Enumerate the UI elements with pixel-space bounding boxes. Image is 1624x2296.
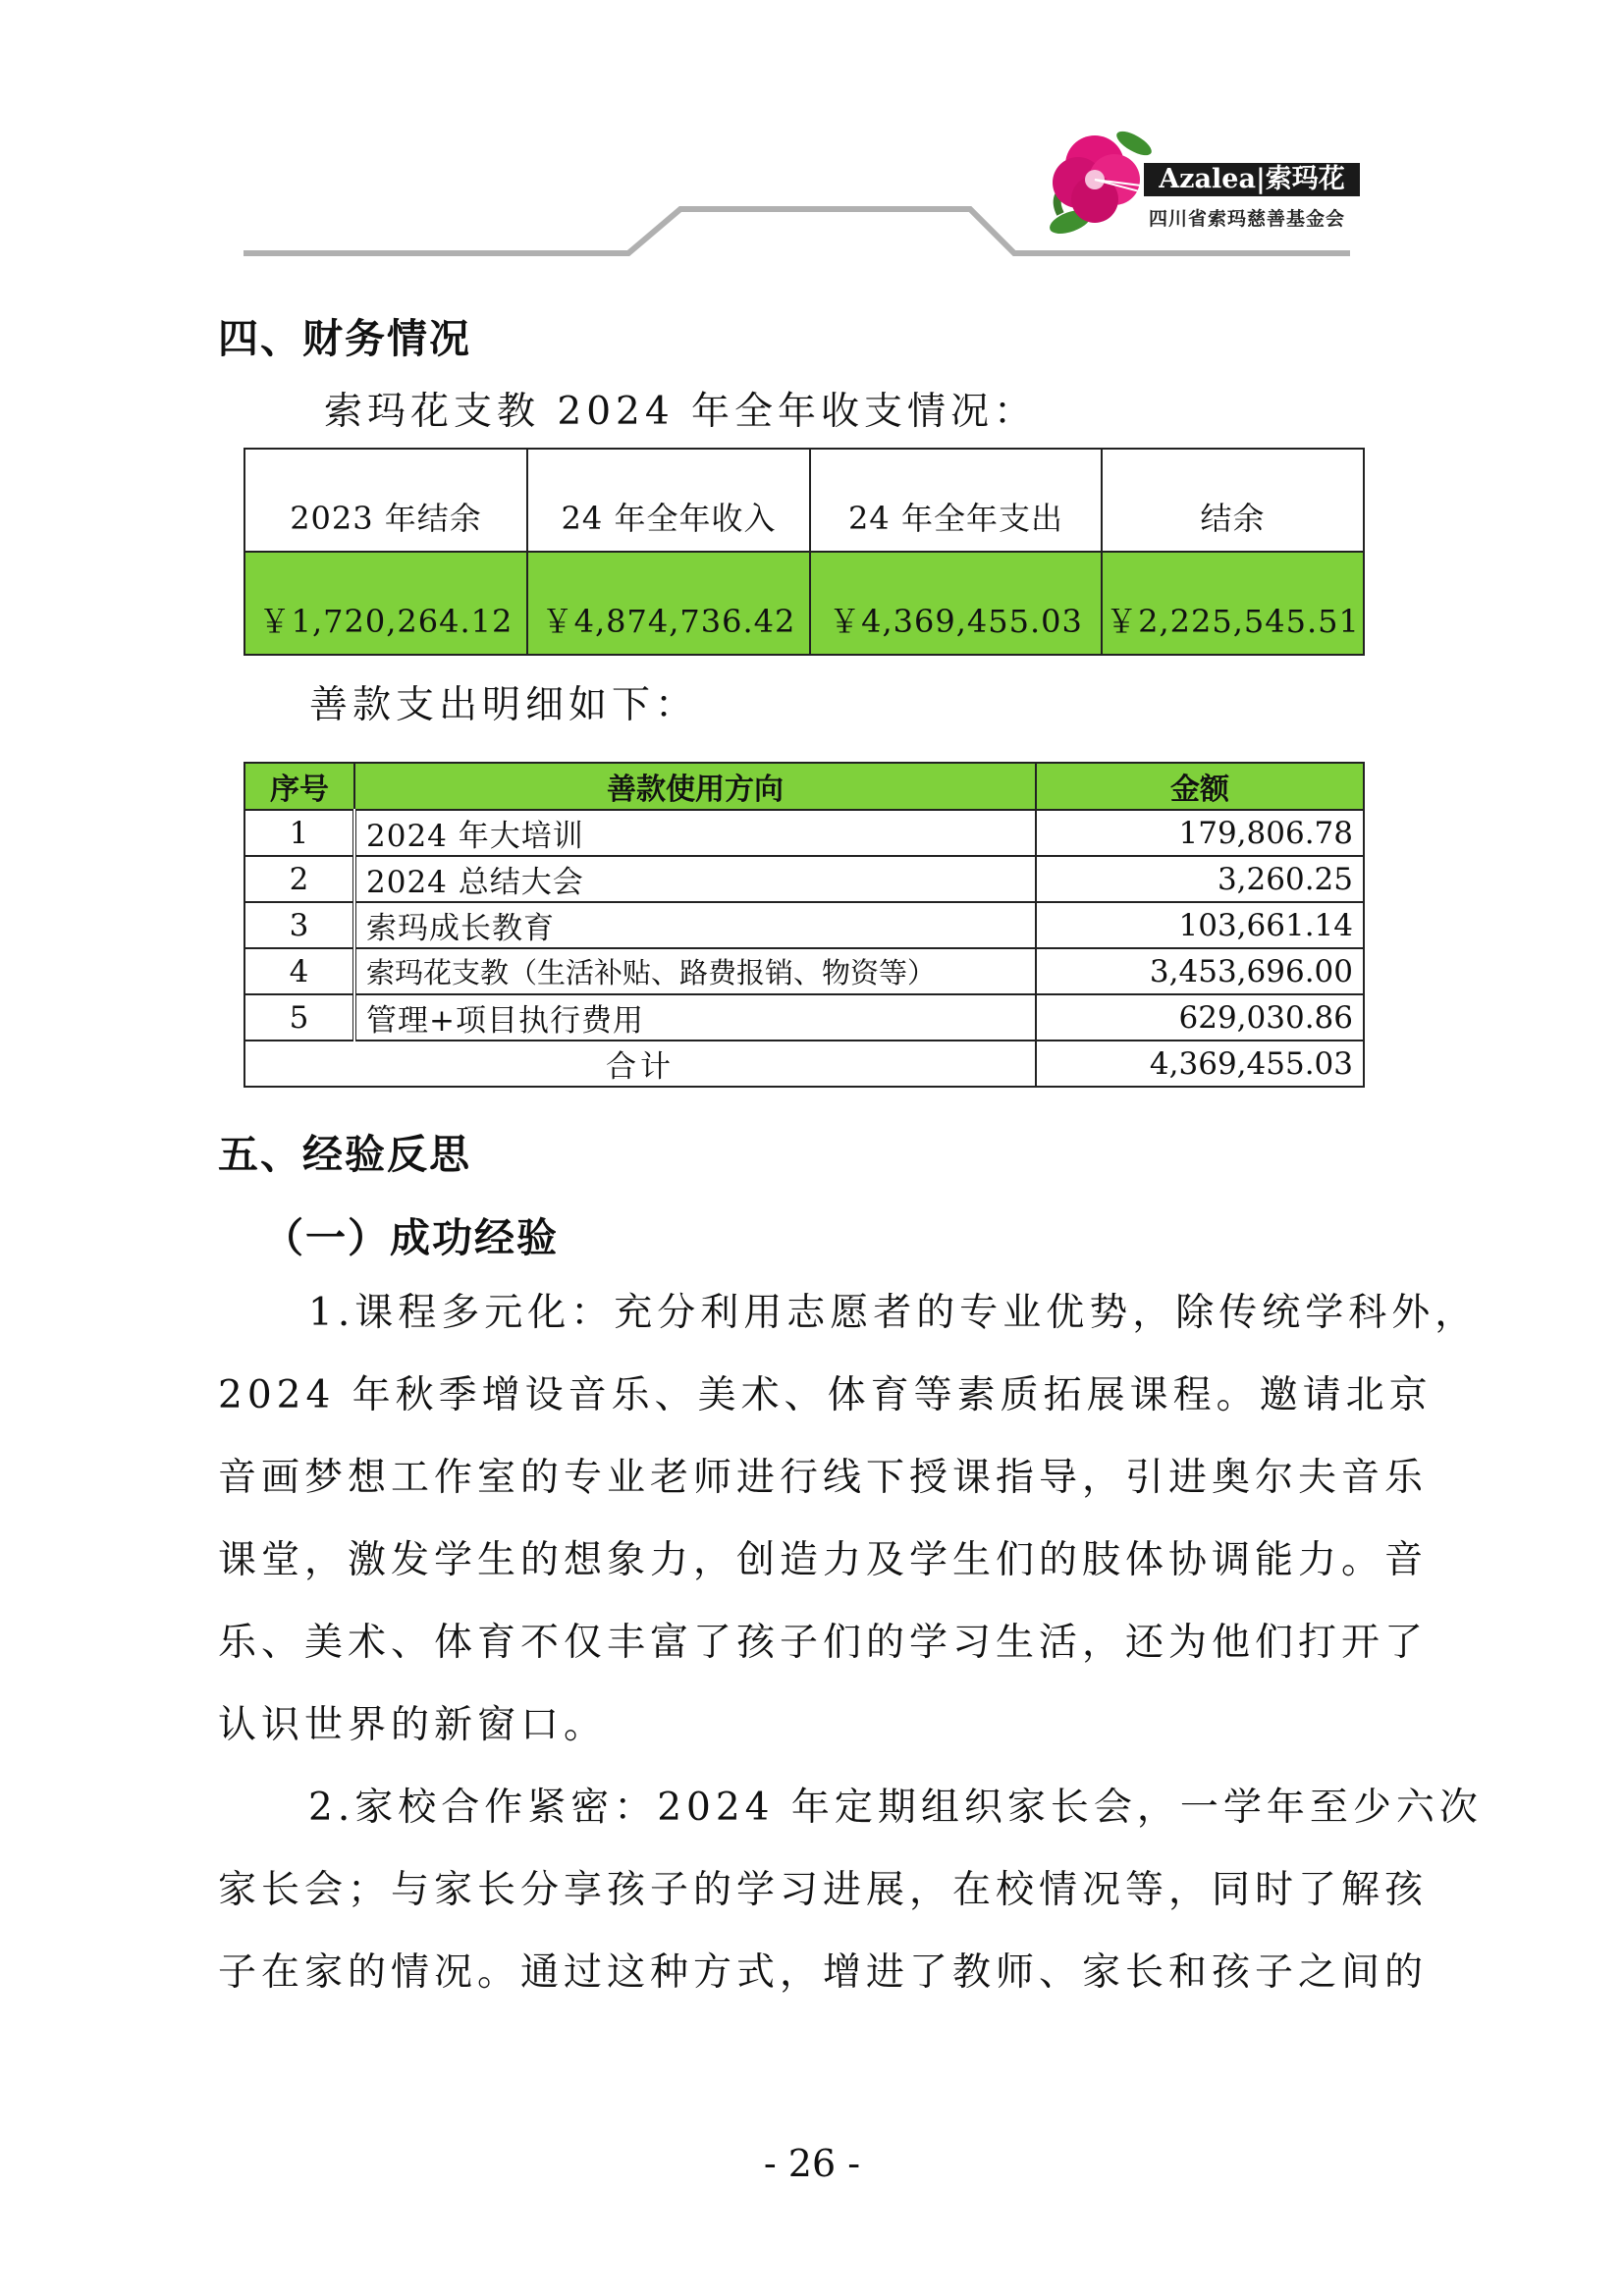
section-5-title: 五、经验反思 <box>218 1131 471 1178</box>
paragraph-line: 家长会；与家长分享孩子的学习进展，在校情况等，同时了解孩 <box>218 1868 1429 1912</box>
summary-intro: 索玛花支教 2024 年全年收支情况： <box>324 390 1038 434</box>
paragraph-line: 乐、美术、体育不仅丰富了孩子们的学习生活，还为他们打开了 <box>218 1621 1429 1665</box>
row-direction: 管理+项目执行费用 <box>354 994 1036 1041</box>
paragraph-line: 课堂，激发学生的想象力，创造力及学生们的肢体协调能力。音 <box>218 1538 1429 1582</box>
detail-intro: 善款支出明细如下： <box>309 683 699 727</box>
paragraph-line: 子在家的情况。通过这种方式，增进了教师、家长和孩子之间的 <box>218 1950 1429 1995</box>
summary-header-cell: 结余 <box>1102 449 1364 552</box>
summary-value-row <box>244 552 1364 655</box>
row-no: 2 <box>244 856 354 902</box>
row-no: 4 <box>244 948 354 994</box>
summary-value-cell: ￥4,369,455.03 <box>810 552 1102 655</box>
total-amount: 4,369,455.03 <box>1036 1041 1364 1087</box>
row-no: 3 <box>244 902 354 948</box>
row-amount: 3,260.25 <box>1036 856 1364 902</box>
row-direction: 2024 总结大会 <box>354 856 1036 902</box>
detail-header-row <box>244 763 1364 810</box>
summary-value-cell: ￥4,874,736.42 <box>527 552 810 655</box>
paragraph-course-diversity <box>218 1272 1478 1767</box>
summary-header-cell: 24 年全年支出 <box>810 449 1102 552</box>
donation-expense-detail-table <box>244 762 1365 1088</box>
summary-header-cell: 2023 年结余 <box>244 449 527 552</box>
summary-header-row <box>244 449 1364 552</box>
detail-header-direction: 善款使用方向 <box>354 763 1036 810</box>
section-5-subtitle: （一）成功经验 <box>263 1214 559 1261</box>
section-4-title: 四、财务情况 <box>218 315 471 362</box>
table-row <box>244 948 1364 994</box>
paragraph-line: 音画梦想工作室的专业老师进行线下授课指导，引进奥尔夫音乐 <box>218 1456 1429 1500</box>
paragraph-line: 2.家校合作紧密：2024 年定期组织家长会，一学年至少六次 <box>308 1786 1483 1830</box>
row-direction: 2024 年大培训 <box>354 810 1036 856</box>
detail-header-no: 序号 <box>244 763 354 810</box>
summary-value-cell: ￥1,720,264.12 <box>244 552 527 655</box>
row-amount: 3,453,696.00 <box>1036 948 1364 994</box>
summary-value-cell: ￥2,225,545.51 <box>1102 552 1364 655</box>
row-no: 1 <box>244 810 354 856</box>
row-amount: 629,030.86 <box>1036 994 1364 1041</box>
table-row <box>244 994 1364 1041</box>
row-direction: 索玛花支教（生活补贴、路费报销、物资等） <box>354 948 1036 994</box>
paragraph-line: 1.课程多元化：充分利用志愿者的专业优势，除传统学科外， <box>308 1291 1479 1335</box>
table-row <box>244 856 1364 902</box>
header-divider-line <box>0 0 1624 265</box>
paragraph-line: 认识世界的新窗口。 <box>218 1703 608 1747</box>
table-row <box>244 902 1364 948</box>
table-row <box>244 810 1364 856</box>
row-direction: 索玛成长教育 <box>354 902 1036 948</box>
page-number: - 26 - <box>763 2142 861 2185</box>
summary-header-cell: 24 年全年收入 <box>527 449 810 552</box>
foundation-logo <box>1041 126 1365 243</box>
total-row <box>244 1041 1364 1087</box>
paragraph-line: 2024 年秋季增设音乐、美术、体育等素质拓展课程。邀请北京 <box>218 1373 1433 1417</box>
detail-header-amount: 金额 <box>1036 763 1364 810</box>
row-no: 5 <box>244 994 354 1041</box>
paragraph-home-school <box>218 1767 1483 2014</box>
logo-brand-text: Azalea|索玛花 <box>1144 163 1360 196</box>
row-amount: 103,661.14 <box>1036 902 1364 948</box>
logo-subtitle: 四川省索玛慈善基金会 <box>1149 208 1346 230</box>
row-amount: 179,806.78 <box>1036 810 1364 856</box>
income-expense-summary-table <box>244 448 1365 656</box>
total-label: 合计 <box>244 1041 1036 1087</box>
